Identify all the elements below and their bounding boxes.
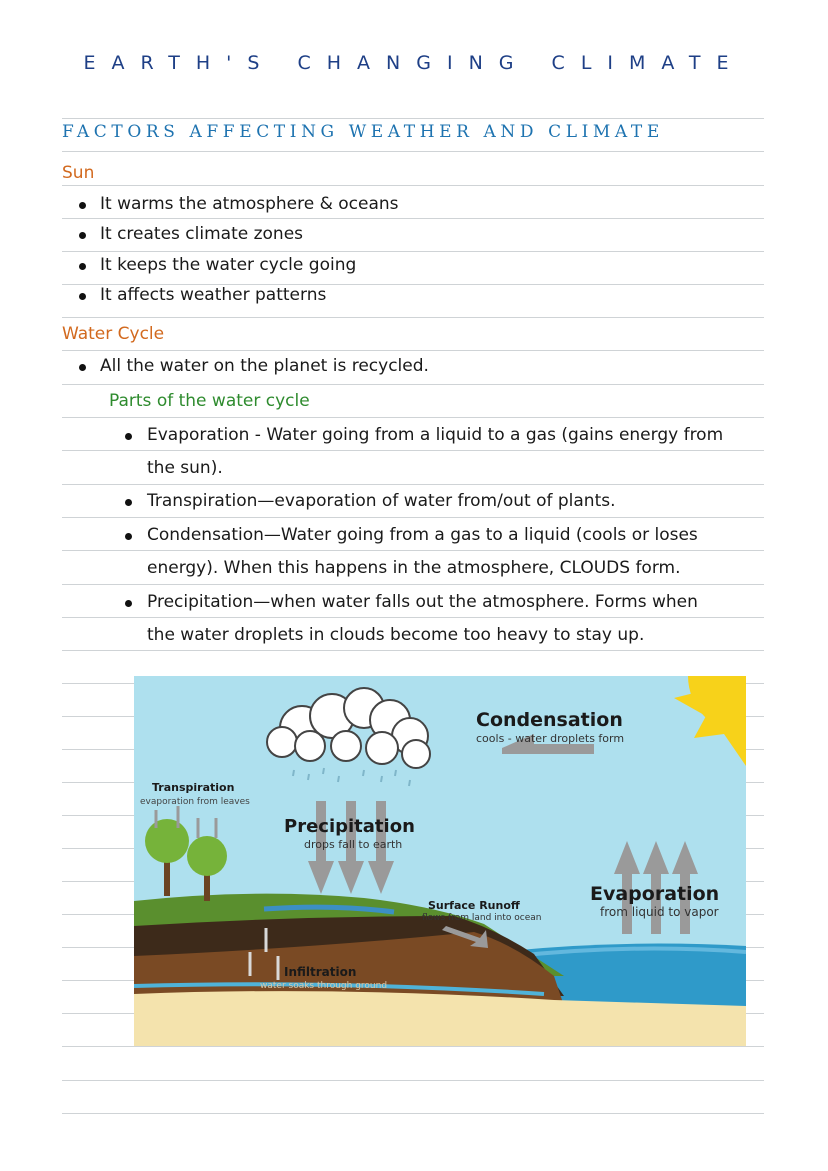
bullet-dot xyxy=(125,499,132,506)
condensation-desc: cools - water droplets form xyxy=(476,732,625,745)
part-precipitation xyxy=(147,592,698,612)
part-line: Condensation—Water going from a gas to a liquid (cools or loses xyxy=(147,525,698,545)
water-bullet-text: All the water on the planet is recycled. xyxy=(100,356,429,376)
sun-bullet xyxy=(100,285,326,305)
water-bullet xyxy=(100,356,429,376)
bullet-dot xyxy=(79,232,86,239)
part-line: Transpiration—evaporation of water from/out of plants. xyxy=(147,491,616,511)
bullet-dot xyxy=(79,293,86,300)
sun-bullet-text: It creates climate zones xyxy=(100,224,304,244)
sun-bullet xyxy=(100,194,399,214)
bullet-dot xyxy=(125,533,132,540)
transpiration-label: Transpiration xyxy=(152,781,235,794)
water-cycle-diagram xyxy=(134,676,746,1046)
surface-runoff-label: Surface Runoff xyxy=(428,899,520,912)
part-line: Evaporation - Water going from a liquid to a gas (gains energy from xyxy=(147,425,724,445)
bullet-dot xyxy=(79,263,86,270)
bullet-dot xyxy=(79,364,86,371)
part-evaporation xyxy=(147,425,723,445)
water-cycle-heading: Water Cycle xyxy=(62,324,165,344)
sun-bullet xyxy=(100,224,303,244)
condensation-label: Condensation xyxy=(476,709,623,731)
part-precipitation-cont: the water droplets in clouds become too heavy to stay up. xyxy=(147,625,645,645)
page-title: EARTH'S CHANGING CLIMATE xyxy=(83,52,745,74)
bullet-dot xyxy=(125,600,132,607)
transpiration-desc: evaporation from leaves xyxy=(140,797,250,807)
sun-heading: Sun xyxy=(62,163,95,183)
evaporation-desc: from liquid to vapor xyxy=(600,905,719,919)
bullet-dot xyxy=(125,433,132,440)
parts-subheading: Parts of the water cycle xyxy=(109,391,310,411)
sun-bullet-text: It affects weather patterns xyxy=(100,285,327,305)
surface-runoff-desc: flows from land into ocean xyxy=(422,913,542,923)
sun-bullet-text: It warms the atmosphere & oceans xyxy=(100,194,399,214)
part-transpiration xyxy=(147,491,616,511)
sun-bullet-text: It keeps the water cycle going xyxy=(100,255,357,275)
part-condensation xyxy=(147,525,698,545)
infiltration-desc: water soaks through ground xyxy=(260,981,388,991)
sun-bullet xyxy=(100,255,356,275)
part-evaporation-cont: the sun). xyxy=(147,458,223,478)
bullet-dot xyxy=(79,202,86,209)
part-line: Precipitation—when water falls out the atmosphere. Forms when xyxy=(147,592,698,612)
precipitation-label: Precipitation xyxy=(284,816,415,837)
precipitation-desc: drops fall to earth xyxy=(304,838,403,851)
infiltration-label: Infiltration xyxy=(284,965,357,979)
page-subtitle: FACTORS AFFECTING WEATHER AND CLIMATE xyxy=(62,122,664,142)
part-condensation-cont: energy). When this happens in the atmosphere, CLOUDS form. xyxy=(147,558,681,578)
evaporation-label: Evaporation xyxy=(590,883,720,905)
